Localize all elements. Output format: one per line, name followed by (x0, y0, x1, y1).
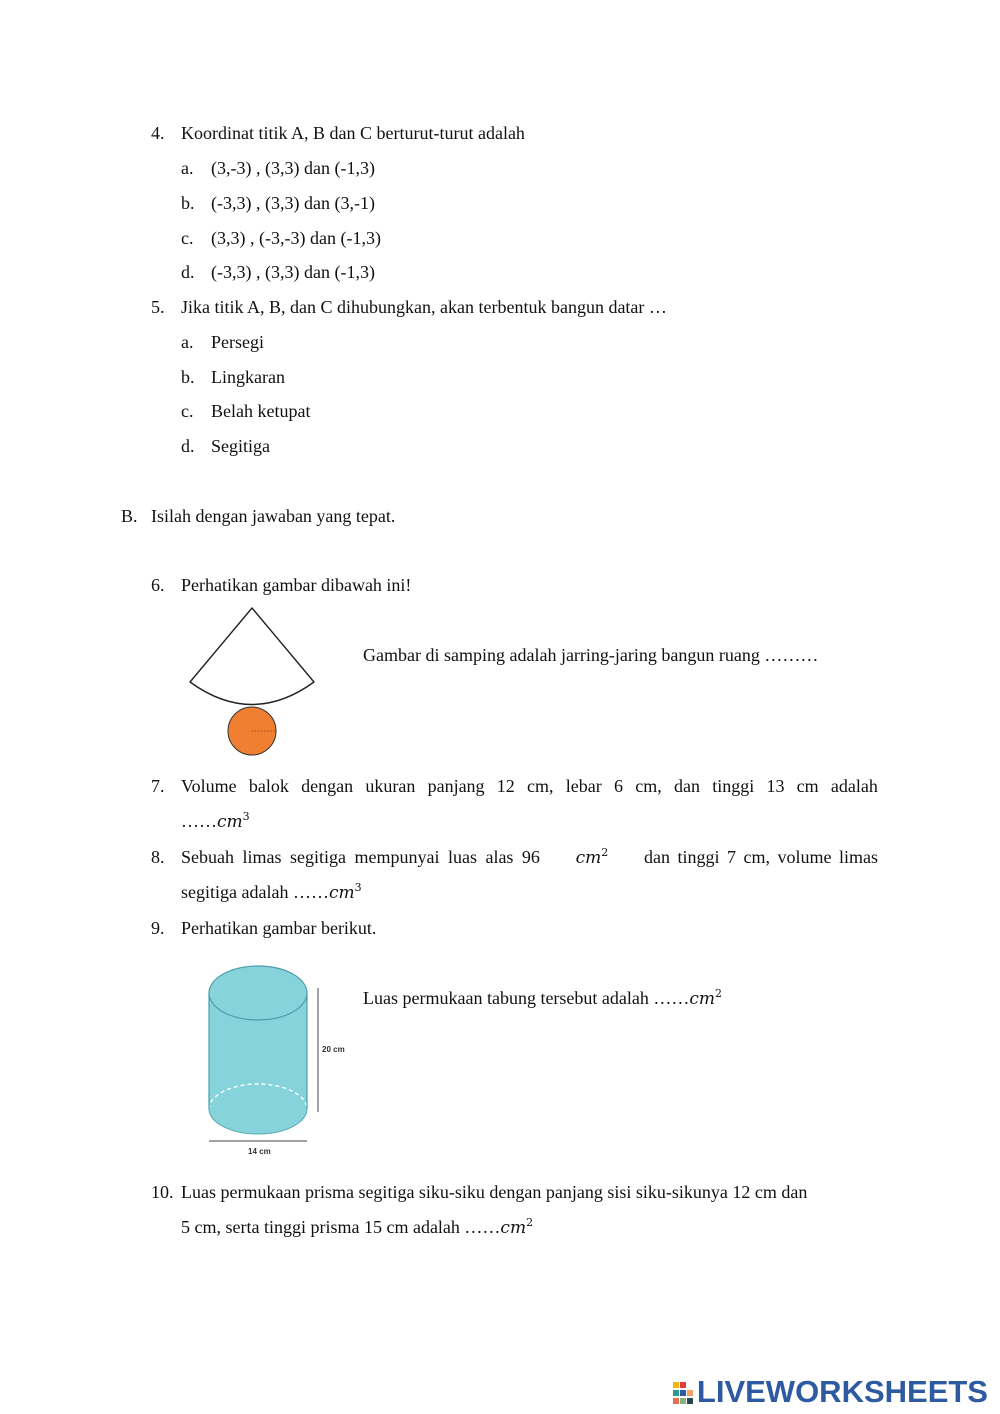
question-10-unit: cm (500, 1218, 527, 1238)
question-5-text: Jika titik A, B, dan C dihubungkan, akan terbentuk bangun datar … (181, 297, 667, 317)
q5-option-a-text: Persegi (211, 332, 264, 352)
liveworksheets-logo[interactable] (673, 1374, 988, 1410)
question-7-word: tinggi (712, 776, 755, 796)
question-8-line-2 (181, 881, 362, 906)
q5-option-d-text: Segitiga (211, 436, 270, 456)
question-9-exponent: 2 (715, 987, 723, 1000)
question-7-word: Volume (181, 776, 237, 796)
question-8-exponent-1: 2 (601, 846, 609, 859)
question-8-text-b: dan tinggi 7 cm, volume limas (644, 847, 878, 867)
question-10-text: 5 cm, serta tinggi prisma 15 cm adalah …… (181, 1217, 501, 1237)
question-4-number: 4. (151, 123, 165, 143)
question-6-text: Perhatikan gambar dibawah ini! (181, 575, 412, 595)
question-7-word: balok (248, 776, 289, 796)
question-7-exponent: 3 (242, 810, 250, 823)
q5-option-b-text: Lingkaran (211, 367, 285, 387)
q4-option-c-text: (3,3) , (-3,-3) dan (-1,3) (211, 228, 381, 248)
q4-option-b-text: (-3,3) , (3,3) dan (3,-1) (211, 193, 375, 213)
question-7-word: cm (796, 776, 819, 796)
question-7-line-1 (181, 775, 878, 797)
logo-blocks-icon (673, 1382, 693, 1404)
question-7-unit: cm (217, 812, 243, 832)
q4-option-a-text: (3,-3) , (3,3) dan (-1,3) (211, 158, 375, 178)
q5-option-a-letter: a. (181, 332, 194, 352)
question-9-text: Perhatikan gambar berikut. (181, 918, 377, 938)
question-7-word: panjang (427, 776, 485, 796)
q4-option-a-letter: a. (181, 158, 194, 178)
question-7-word: lebar (565, 776, 602, 796)
cone-net-sector (190, 608, 314, 705)
q4-option-d-text: (-3,3) , (3,3) dan (-1,3) (211, 262, 375, 282)
question-7-line-2 (181, 810, 250, 835)
section-b-title: Isilah dengan jawaban yang tepat. (151, 506, 396, 526)
cone-net-figure (180, 600, 330, 760)
question-9-caption-text: Luas permukaan tabung tersebut adalah …… (363, 988, 690, 1008)
question-8-text-a: Sebuah limas segitiga mempunyai luas alas 96 (181, 847, 540, 867)
q4-option-c-letter: c. (181, 228, 194, 248)
question-8-exponent-2: 3 (354, 881, 362, 894)
q4-option-b-letter: b. (181, 193, 195, 213)
question-4-text: Koordinat titik A, B dan C berturut-turut adalah (181, 123, 525, 143)
section-b-letter: B. (121, 506, 138, 526)
question-5-number: 5. (151, 297, 165, 317)
q5-option-c-text: Belah ketupat (211, 401, 311, 421)
question-7-word: dengan (301, 776, 354, 796)
q5-option-b-letter: b. (181, 367, 195, 387)
diameter-label: 14 cm (248, 1147, 271, 1156)
question-7-number: 7. (151, 776, 165, 796)
question-7-word: 13 (766, 776, 785, 796)
question-7-blank: …… (181, 811, 217, 831)
question-7-word: ukuran (365, 776, 416, 796)
logo-text: LIVEWORKSHEETS (696, 1374, 988, 1409)
question-10-number: 10. (151, 1182, 174, 1202)
question-8-number: 8. (151, 847, 165, 867)
height-label: 20 cm (322, 1045, 345, 1054)
cylinder-figure (200, 960, 360, 1160)
cylinder-top (209, 966, 307, 1020)
question-9-caption (363, 987, 722, 1012)
question-10-line-1: Luas permukaan prisma segitiga siku-siku dengan panjang sisi siku-sikunya 12 cm dan (181, 1182, 808, 1202)
question-8-text-c: segitiga adalah …… (181, 882, 329, 902)
question-10-exponent: 2 (526, 1216, 534, 1229)
question-8-unit-1: cm (575, 848, 602, 868)
question-6-number: 6. (151, 575, 165, 595)
question-7-word: cm, (635, 776, 662, 796)
question-7-word: cm, (527, 776, 554, 796)
question-8-line-1 (181, 846, 878, 871)
q5-option-d-letter: d. (181, 436, 195, 456)
question-9-unit: cm (689, 989, 716, 1009)
question-7-word: 12 (496, 776, 515, 796)
question-9-number: 9. (151, 918, 165, 938)
question-7-word: adalah (830, 776, 878, 796)
question-10-line-2 (181, 1216, 533, 1241)
q5-option-c-letter: c. (181, 401, 194, 421)
question-6-caption: Gambar di samping adalah jarring-jaring bangun ruang ……… (363, 645, 819, 665)
question-7-word: dan (673, 776, 700, 796)
q4-option-d-letter: d. (181, 262, 195, 282)
question-8-unit-2: cm (328, 883, 355, 903)
question-7-word: 6 (613, 776, 623, 796)
